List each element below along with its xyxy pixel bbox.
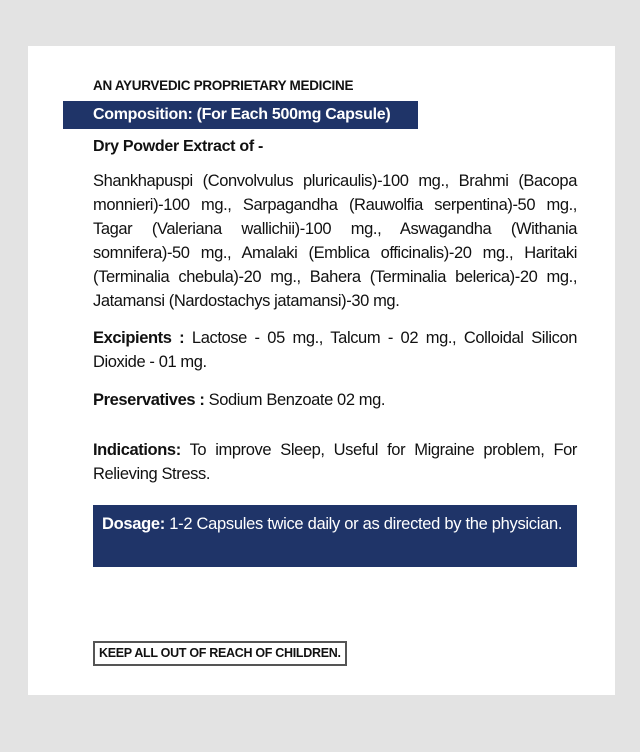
dosage-box [93,505,577,567]
medicine-label-card [28,46,615,695]
preservatives-text: Sodium Benzoate 02 mg. [204,391,386,409]
preservatives-label: Preservatives : [93,391,205,409]
label-supertitle: AN AYURVEDIC PROPRIETARY MEDICINE [93,78,354,93]
indications-label: Indications: [93,441,181,459]
excipients-section [93,326,577,374]
extract-heading: Dry Powder Extract of - [93,138,264,155]
excipients-text: Lactose - 05 mg., Talcum - 02 mg., Colloidal Silicon Dioxide - 01 mg. [93,329,578,371]
indications-section [93,438,577,486]
indications-text: To improve Sleep, Useful for Migraine problem, For Relieving Stress. [93,441,577,483]
label-content [93,78,578,660]
composition-heading: Composition: (For Each 500mg Capsule) [63,101,418,129]
warning-box: KEEP ALL OUT OF REACH OF CHILDREN. [93,641,347,666]
dosage-text: 1-2 Capsules twice daily or as directed by the physician. [165,515,563,533]
dosage-label: Dosage: [102,515,165,533]
excipients-label: Excipients : [93,329,185,347]
ingredients-list: Shankhapuspi (Convolvulus pluricaulis)-100 mg., Brahmi (Bacopa monnieri)-100 mg., Sarpagandha (Rauwolfia serpentina)-50 mg., Tagar (Valeriana wallichii)-100 mg., Aswagandha (Withania somnifera)-50 mg., Amalaki (Emblica officinalis)-20 mg., Haritaki (Terminalia chebula)-20 mg., Bahera (Terminalia belerica)-20 mg., Jatamansi (Nardostachys jatamansi)-30 mg. [93,172,577,310]
preservatives-section [93,388,577,412]
